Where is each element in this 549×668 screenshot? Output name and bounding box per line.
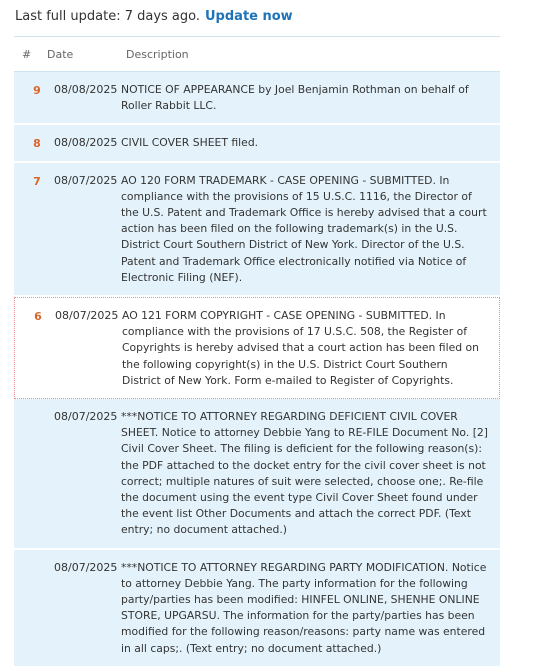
entry-date: 08/07/2025: [54, 560, 118, 574]
entry-description: CIVIL COVER SHEET filed.: [121, 136, 259, 150]
entry-number[interactable]: 9: [33, 84, 41, 97]
docket-table: [14, 36, 500, 668]
entry-description: NOTICE OF APPEARANCE by Joel Benjamin Rothman on behalf of Roller Rabbit LLC.: [121, 83, 469, 113]
header-number: #: [22, 48, 32, 61]
header-date: Date: [47, 48, 74, 61]
entry-number[interactable]: 7: [33, 174, 41, 188]
entry-number[interactable]: 8: [33, 137, 41, 151]
docket-entry-hovered[interactable]: [14, 297, 500, 399]
entry-date: 08/07/2025: [54, 173, 118, 187]
entry-description: AO 120 FORM TRADEMARK - CASE OPENING - SUBMITTED. In compliance with the provisions of 15 U.S.C. 1116, the Director of the U.S. Patent and Trademark Office is hereby advised that a court action has been filed on the following trademark(s) in the U.S. District Court Southern District of New York. Director of the U.S. Patent and Trademark Office electronically notified via Notice of Electronic Filing (NEF).: [121, 173, 487, 284]
docket-entry: [14, 125, 500, 162]
docket-entry: [14, 163, 500, 297]
entry-date: 08/07/2025: [55, 309, 119, 323]
header-description: Description: [126, 48, 189, 61]
entry-description: ***NOTICE TO ATTORNEY REGARDING PARTY MODIFICATION. Notice to attorney Debbie Yang. The party information for the following party/parties has been modified: HINFEL ONLINE, SHENHE ONLINE STORE, UPGARSU. The information for the party/parties has been modified for the following reason/reasons: party name was entered in all caps;. (Text entry; no document attached.): [121, 560, 487, 655]
update-now-link[interactable]: Update now: [205, 9, 293, 24]
entry-description: ***NOTICE TO ATTORNEY REGARDING DEFICIENT CIVIL COVER SHEET. Notice to attorney Debbie Yang to RE-FILE Document No. [2] Civil Cover Sheet. The filing is deficient for the following reason(s): the PDF attached to the docket entry for the civil cover sheet is not correct; multiple natures of suit were selected, choose one;. Re-file the document using the event type Civil Cover Sheet found under the event list Other Documents and attach the correct PDF. (Text entry; no document attached.): [121, 410, 488, 537]
update-status-text: Last full update: 7 days ago.: [15, 9, 200, 24]
docket-entry: [14, 399, 500, 550]
docket-entry: [14, 72, 500, 125]
entry-number[interactable]: 6: [34, 310, 42, 324]
entry-date: 08/08/2025: [54, 83, 118, 96]
docket-header: [14, 36, 500, 72]
entry-date: 08/07/2025: [54, 410, 118, 424]
entry-date: 08/08/2025: [54, 136, 118, 150]
docket-entry: [14, 550, 500, 668]
update-status: [15, 9, 293, 24]
entry-description: AO 121 FORM COPYRIGHT - CASE OPENING - SUBMITTED. In compliance with the provisions of 17 U.S.C. 508, the Register of Copyrights is hereby advised that a court action has been filed on the following copyright(s) in the U.S. District Court Southern District of New York. Form e-mailed to Register of Copyrights.: [122, 309, 479, 387]
